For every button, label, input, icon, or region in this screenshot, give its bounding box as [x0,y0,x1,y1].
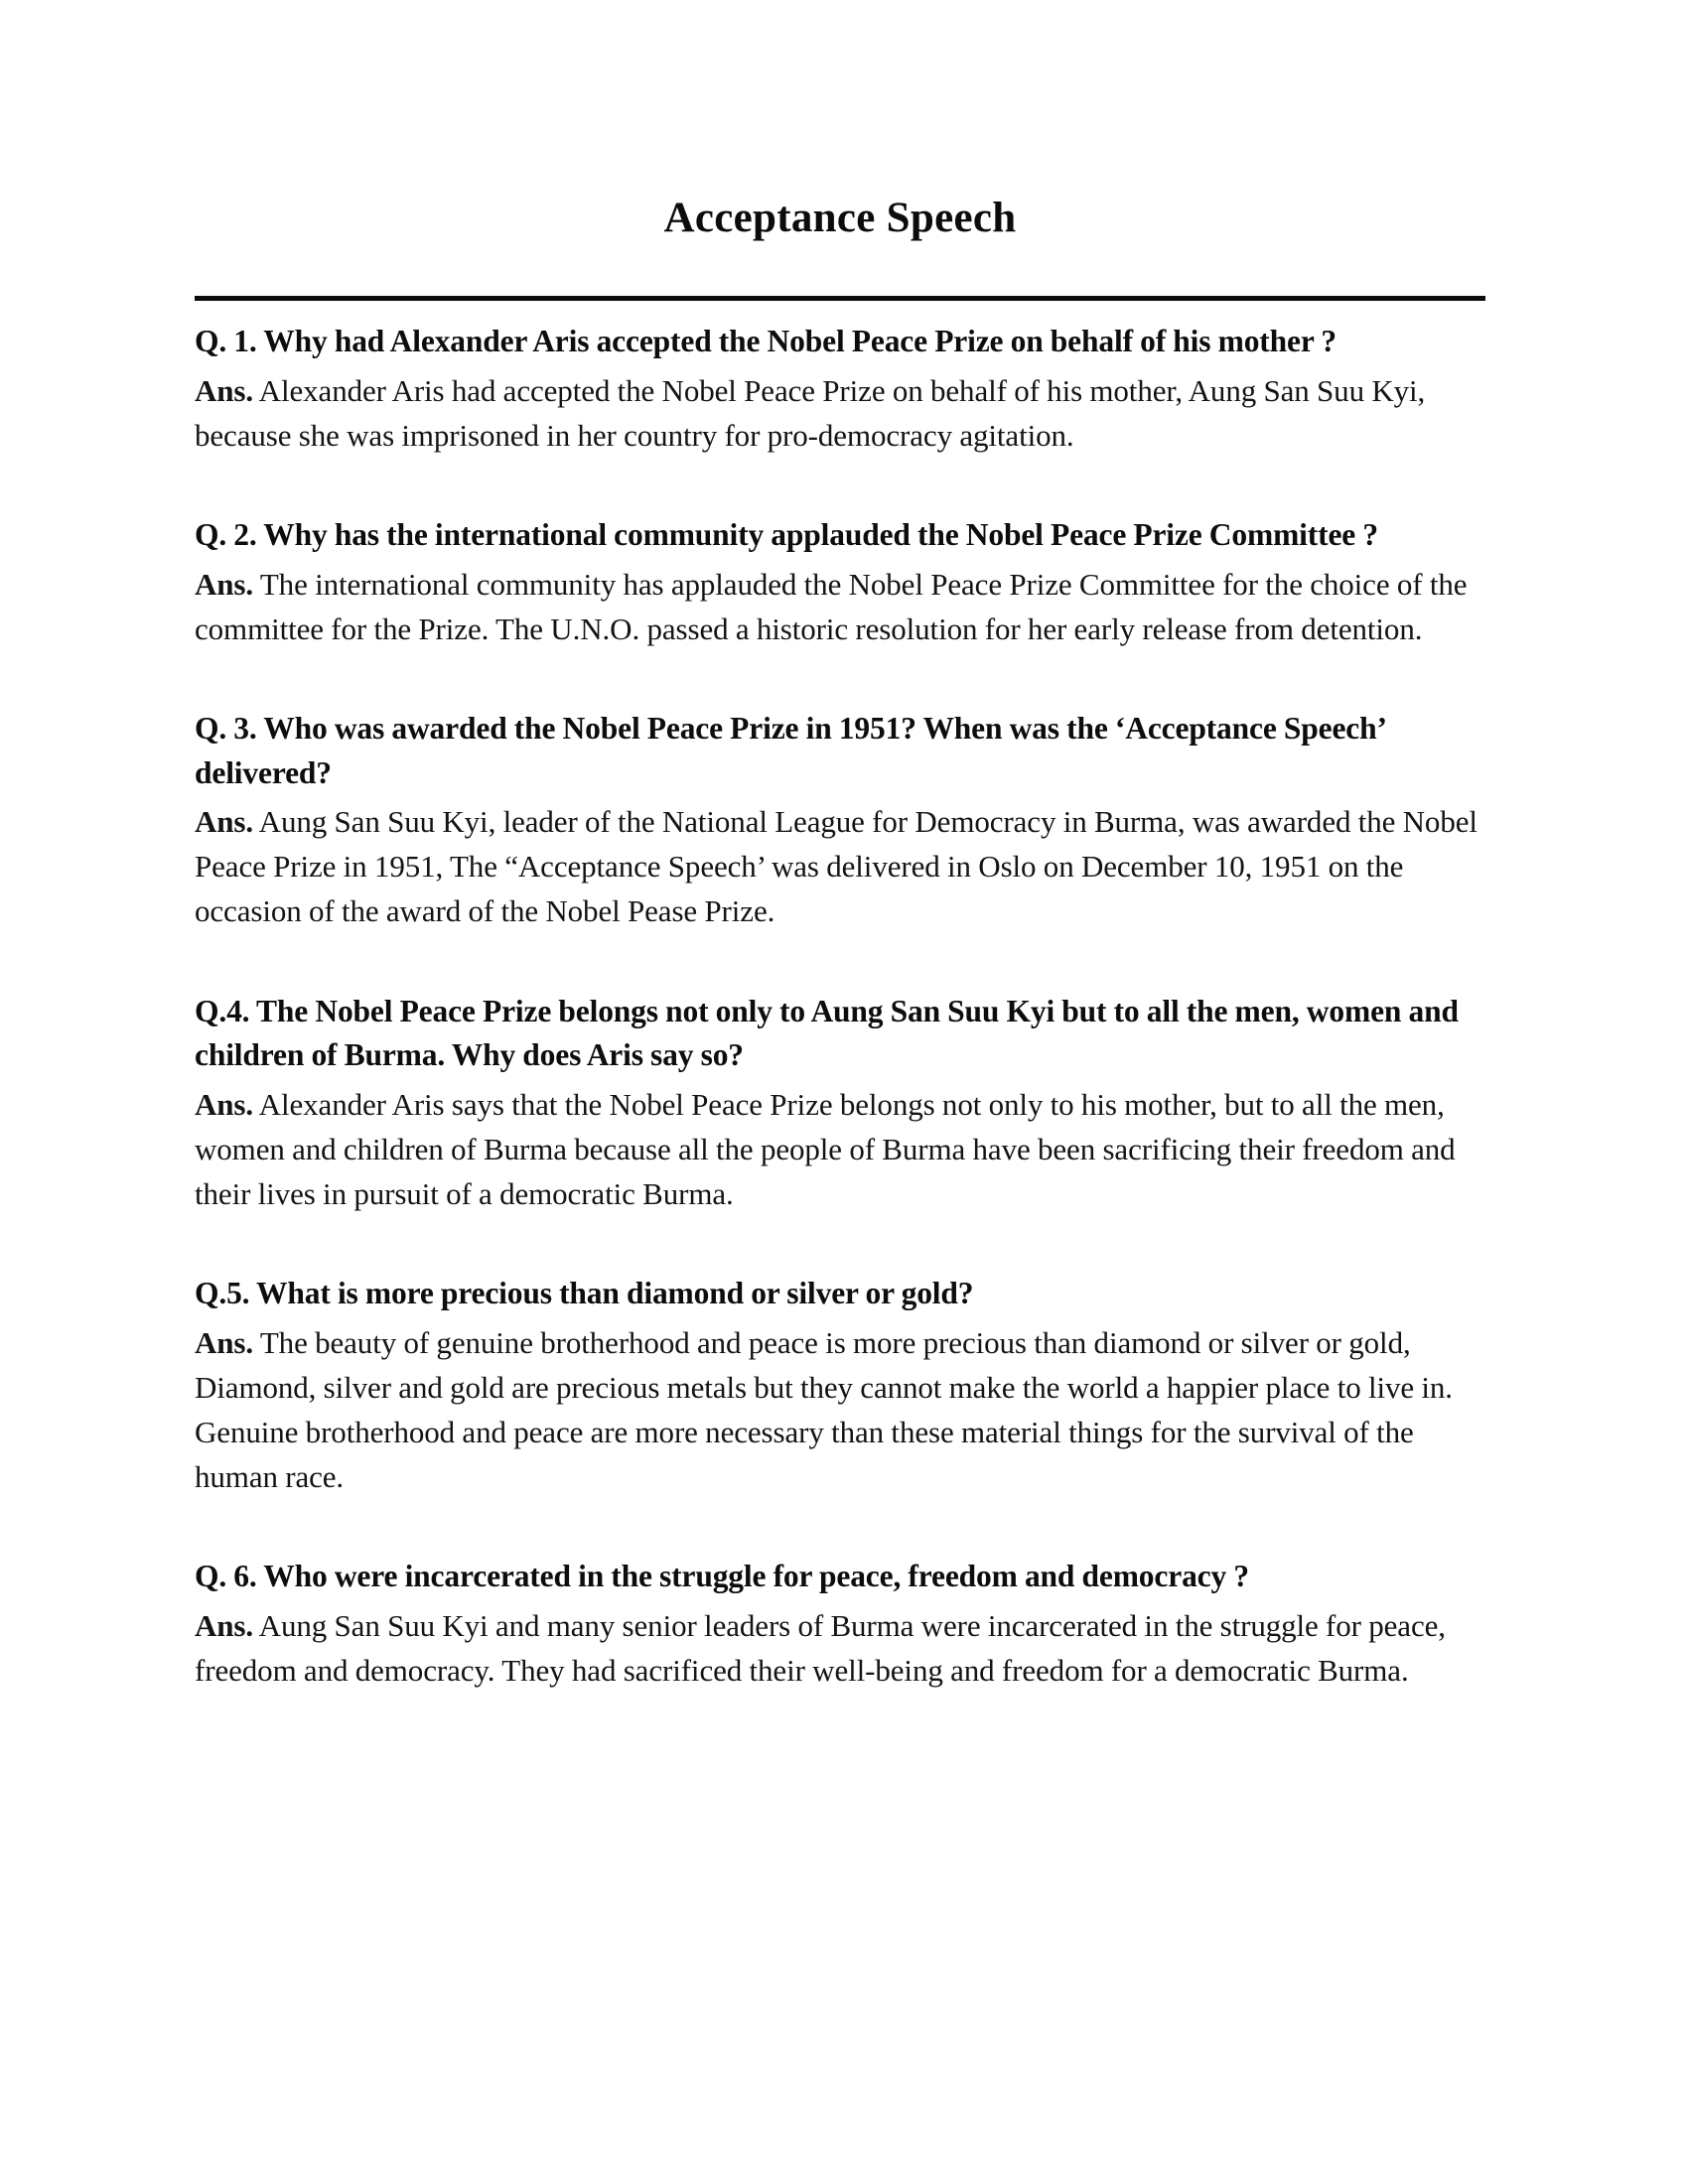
question-text: Q. 3. Who was awarded the Nobel Peace Prize in 1951? When was the ‘Acceptance Speech’ delivered? [195,710,1385,790]
answer-label: Ans. [195,1324,254,1360]
qa-block [195,320,1485,458]
page-title: Acceptance Speech [663,195,1017,241]
answer-text: The beauty of genuine brotherhood and peace is more precious than diamond or silver or gold, Diamond, silver and gold are precious metals but they cannot make the world a happier place to live in. Genuine brotherhood and peace are more necessary than these material things for the survival of the human race. [195,1324,1453,1495]
title-divider [195,296,1485,301]
answer-label: Ans. [195,1608,254,1644]
answer-paragraph [195,1082,1485,1216]
qa-block [195,1533,1485,1693]
answer-text: Aung San Suu Kyi, leader of the National League for Democracy in Burma, was awarded the Nobel Peace Prize in 1951, The “Acceptance Speech’ was delivered in Oslo on December 10, 1951 on the occasion of the award of the Nobel Pease Prize. [195,804,1477,929]
answer-label: Ans. [195,566,254,602]
qa-block [195,968,1485,1217]
question-text: Q. 1. Why had Alexander Aris accepted the Nobel Peace Prize on behalf of his mother ? [195,324,1336,358]
answer-paragraph [195,368,1485,458]
question-text: Q.4. The Nobel Peace Prize belongs not only to Aung San Suu Kyi but to all the men, women and children of Burma. Why does Aris say so? [195,993,1459,1073]
answer-label: Ans. [195,804,254,840]
answer-label: Ans. [195,1086,254,1122]
qa-block [195,685,1485,934]
question-text: Q.5. What is more precious than diamond or silver or gold? [195,1276,974,1311]
answer-text: Aung San Suu Kyi and many senior leaders of Burma were incarcerated in the struggle for peace, freedom and democracy. They had sacrificed their well-being and freedom for a democratic Burma. [195,1608,1446,1689]
answer-paragraph [195,1603,1485,1693]
qa-block [195,1250,1485,1499]
answer-text: The international community has applauded the Nobel Peace Prize Committee for the choice of the committee for the Prize. The U.N.O. passed a historic resolution for her early release from detention. [195,566,1468,646]
answer-paragraph [195,562,1485,651]
answer-text: Alexander Aris had accepted the Nobel Peace Prize on behalf of his mother, Aung San Suu Kyi, because she was imprisoned in her country for pro-democracy agitation. [195,372,1426,453]
document-content [195,0,1485,1689]
answer-text: Alexander Aris says that the Nobel Peace Prize belongs not only to his mother, but to all the men, women and children of Burma because all the people of Burma have been sacrificing their freedom and their lives in pursuit of a democratic Burma. [195,1086,1456,1212]
answer-label: Ans. [195,372,254,408]
question-text: Q. 6. Who were incarcerated in the struggle for peace, freedom and democracy ? [195,1559,1249,1594]
qa-block [195,491,1485,651]
answer-paragraph [195,799,1485,933]
answer-paragraph [195,1320,1485,1499]
question-text: Q. 2. Why has the international community applauded the Nobel Peace Prize Committee ? [195,516,1378,552]
qa-list [195,320,1485,1699]
